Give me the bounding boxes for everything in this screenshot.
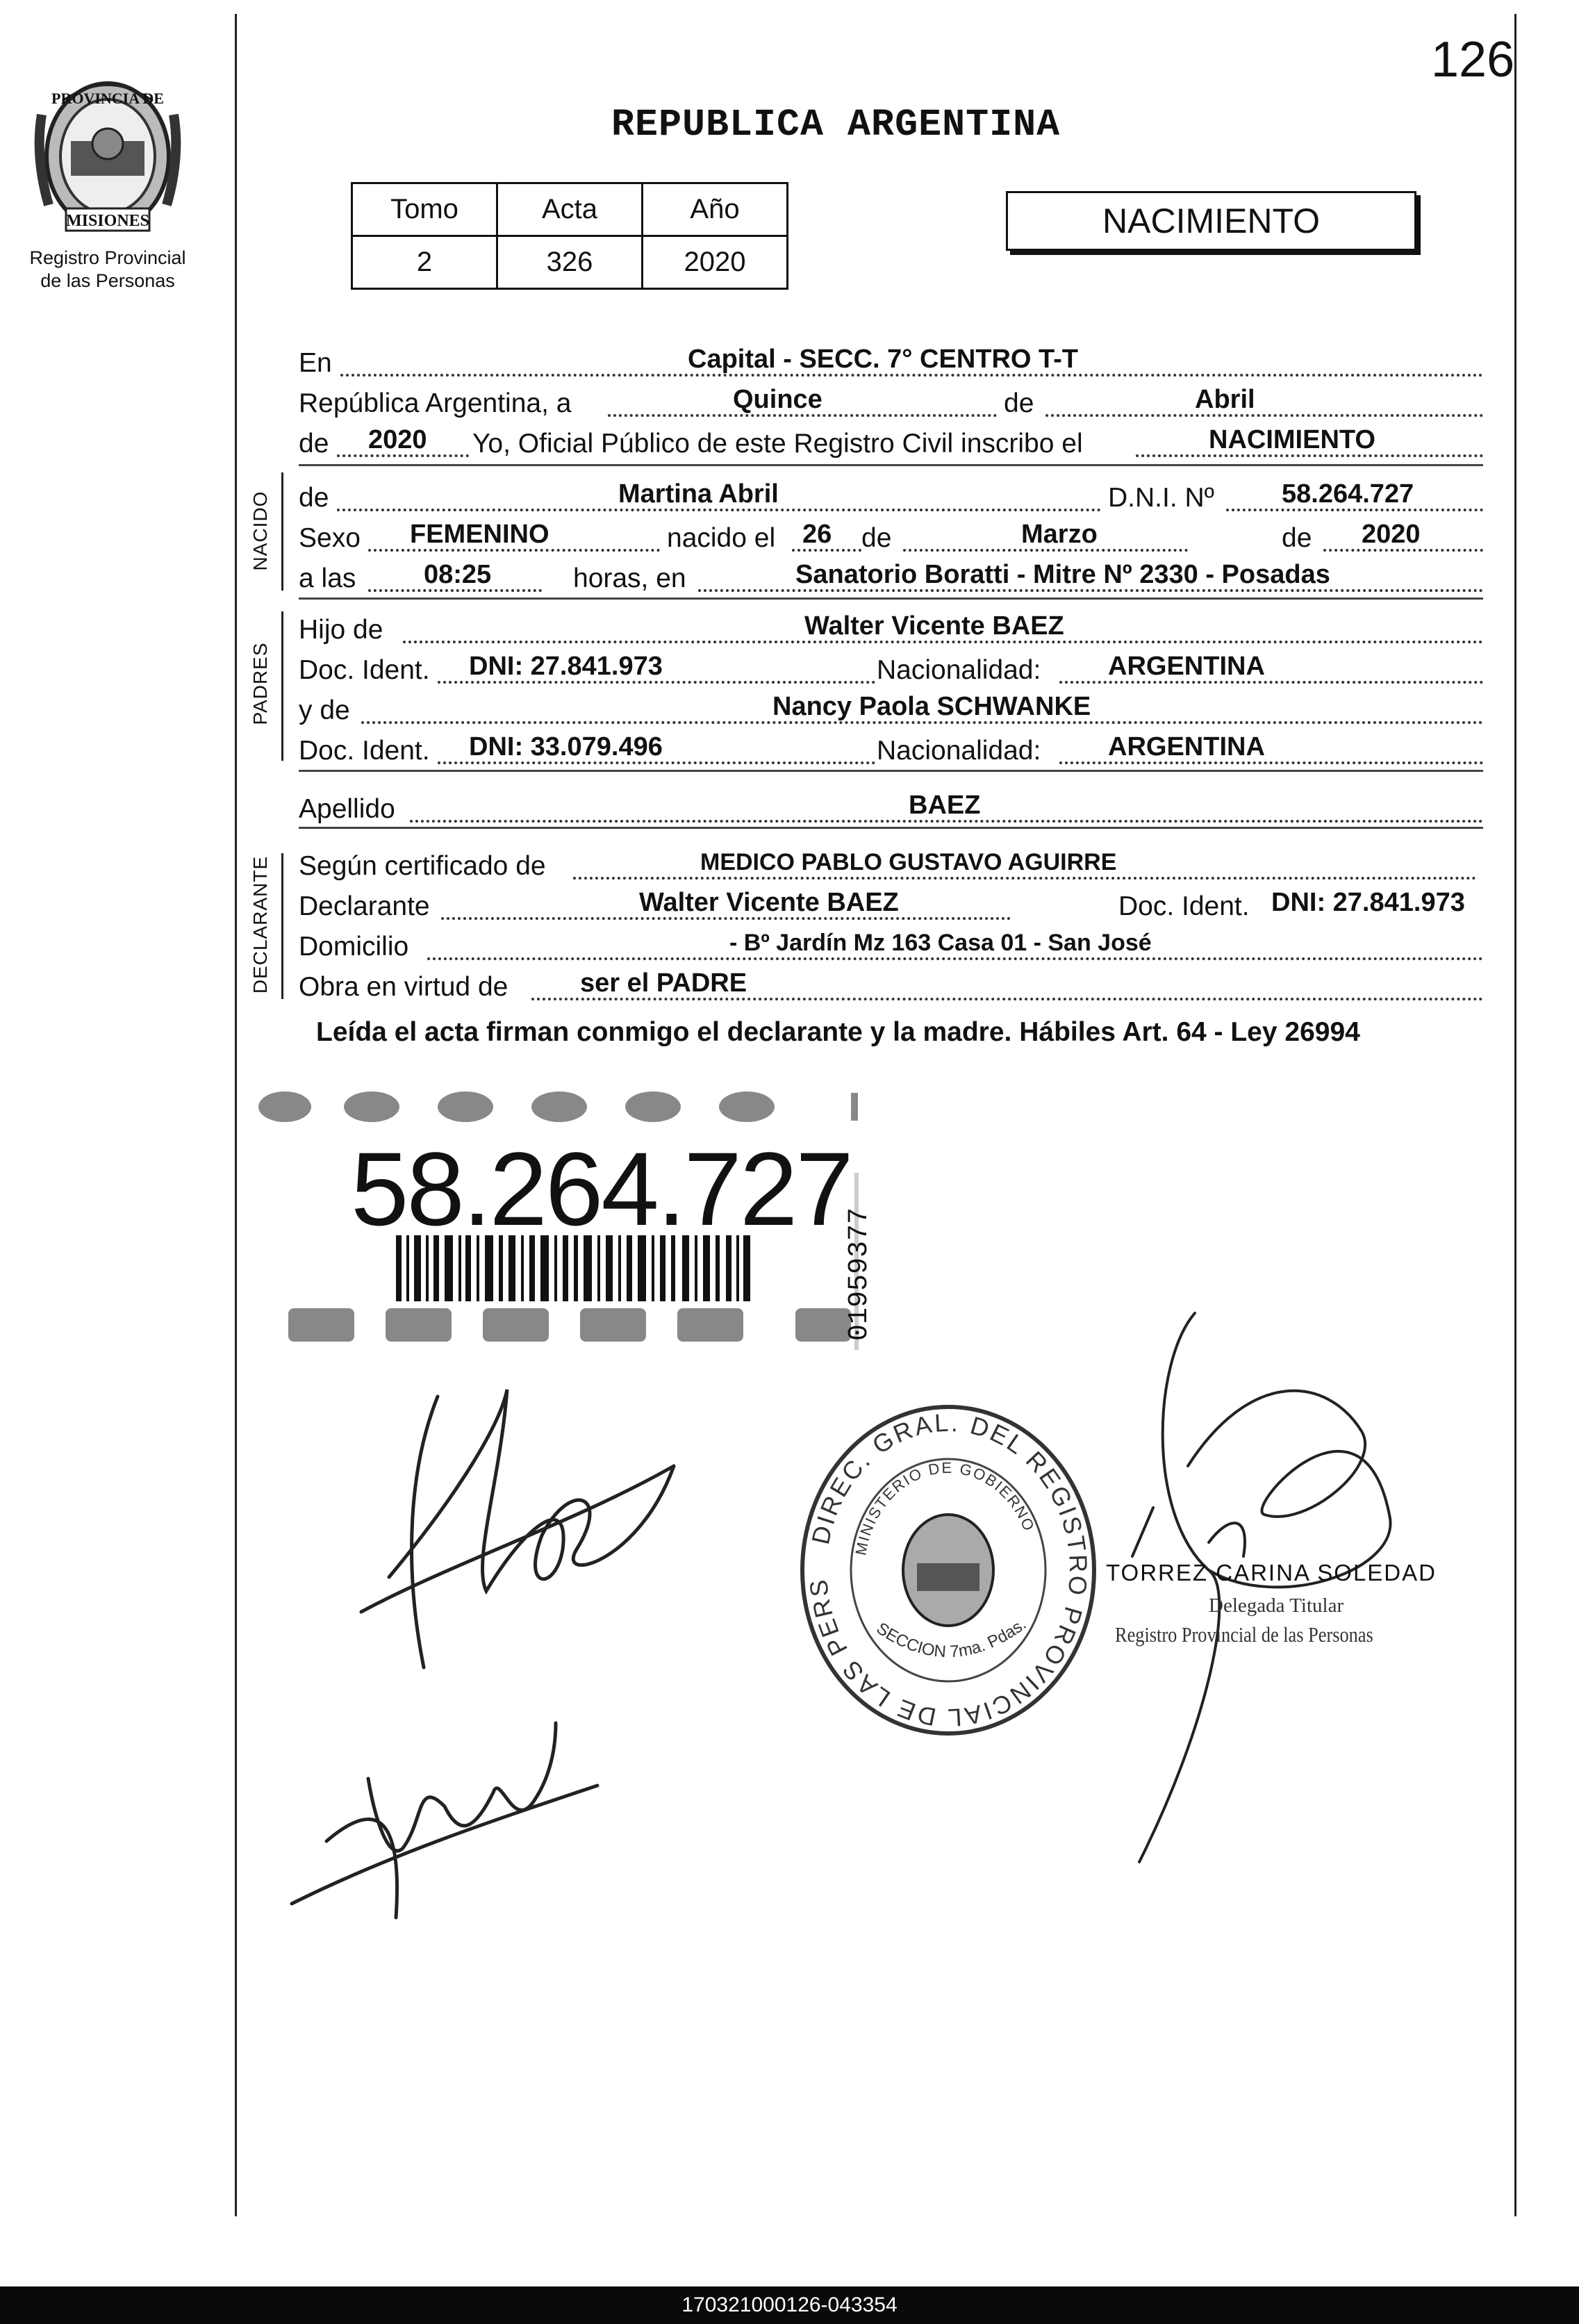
nacido-side-bar: [281, 472, 283, 591]
row-nacido-name: [299, 474, 1483, 517]
dni-tag-serial: 01959377: [844, 1207, 875, 1341]
section-rule: [299, 464, 1483, 466]
header-acta: Acta: [497, 183, 643, 236]
registry-stamp: [792, 1396, 1105, 1744]
declarante-side-bar: [281, 853, 283, 999]
page-number: 126: [1431, 32, 1515, 88]
logo-caption-line2: de las Personas: [40, 270, 175, 291]
label-certificado: Según certificado de: [299, 851, 546, 881]
padres-side-bar: [281, 611, 283, 761]
logo-caption: [7, 247, 208, 292]
official-registry: Registro Provincial de las Personas: [1115, 1622, 1373, 1647]
logo-caption-line1: Registro Provincial: [29, 247, 186, 268]
province-seal-logo: [28, 73, 188, 240]
row-father-doc: [299, 646, 1483, 689]
row-sexo: [299, 514, 1483, 557]
stamp-bottom-text: SECCION 7ma. Pdas.: [873, 1615, 1030, 1662]
label-nacido-el: nacido el: [667, 523, 776, 553]
tag-bottom-pattern: [288, 1308, 851, 1342]
value-child-dni: 58.264.727: [1282, 479, 1414, 509]
label-apellido: Apellido: [299, 794, 395, 824]
value-year: 2020: [368, 425, 427, 454]
declarant-signature: [347, 1383, 695, 1674]
row-mother-doc: [299, 727, 1483, 770]
label-domicilio: Domicilio: [299, 932, 409, 962]
value-birth-year: 2020: [1362, 520, 1421, 549]
value-acta: 326: [497, 236, 643, 289]
label-de-month: de: [861, 523, 892, 553]
section-rule: [299, 770, 1483, 772]
official-title: Delegada Titular: [1209, 1594, 1344, 1617]
value-declarante-doc: DNI: 27.841.973: [1271, 888, 1465, 917]
value-father-doc: DNI: 27.841.973: [469, 652, 663, 681]
logo-bottom-text: MISIONES: [65, 212, 150, 230]
label-en: En: [299, 348, 332, 378]
label-declarante-doc: Doc. Ident.: [1118, 891, 1250, 921]
section-label-nacido: NACIDO: [249, 491, 271, 571]
section-rule: [299, 598, 1483, 600]
record-table: [351, 182, 788, 290]
label-hijo-de: Hijo de: [299, 615, 383, 645]
row-en: [299, 339, 1483, 382]
stamp-outer-text: DIREC. GRAL. DEL REGISTRO PROVINCIAL DE LAS PERS: [803, 1408, 1093, 1733]
value-domicilio: - Bº Jardín Mz 163 Casa 01 - San José: [729, 930, 1152, 956]
label-de-year: de: [299, 429, 329, 459]
value-day: Quince: [733, 385, 822, 414]
row-mother: [299, 686, 1483, 730]
row-republica: [299, 379, 1483, 422]
value-father-nat: ARGENTINA: [1108, 652, 1265, 681]
row-declarante: [299, 882, 1483, 925]
value-obra: ser el PADRE: [580, 969, 747, 998]
section-label-padres: PADRES: [249, 642, 271, 725]
label-officer: Yo, Oficial Público de este Registro Civil inscribo el: [472, 429, 1083, 459]
row-obra: [299, 963, 1483, 1006]
value-certificado: MEDICO PABLO GUSTAVO AGUIRRE: [700, 849, 1117, 875]
label-father-doc: Doc. Ident.: [299, 655, 430, 685]
header-anio: Año: [643, 183, 788, 236]
value-mother-doc: DNI: 33.079.496: [469, 732, 663, 761]
value-place: Capital - SECC. 7° CENTRO T-T: [688, 345, 1079, 374]
right-margin-line: [1514, 14, 1516, 2216]
label-father-nat: Nacionalidad:: [877, 655, 1041, 685]
value-birth-day: 26: [802, 520, 832, 549]
value-tomo: 2: [352, 236, 497, 289]
logo-top-text: PROVINCIA DE: [51, 90, 164, 107]
label-dni: D.N.I. Nº: [1108, 483, 1214, 513]
dotted-line: [1045, 414, 1483, 417]
label-declarante: Declarante: [299, 891, 430, 921]
official-name: TORREZ CARINA SOLEDAD: [1106, 1560, 1437, 1585]
value-registered: NACIMIENTO: [1209, 425, 1375, 454]
reading-note: Leída el acta firman conmigo el declarante y la madre. Hábiles Art. 64 - Ley 26994: [316, 1017, 1360, 1047]
label-mother-nat: Nacionalidad:: [877, 736, 1041, 766]
record-table-value-row: [352, 236, 788, 289]
label-y-de: y de: [299, 695, 350, 725]
label-sexo: Sexo: [299, 523, 361, 553]
footer-code: 170321000126-043354: [0, 2286, 1579, 2324]
row-father: [299, 606, 1483, 649]
document-title: REPUBLICA ARGENTINA: [611, 103, 1061, 147]
official-signature: [1070, 1306, 1501, 1876]
row-year: [299, 420, 1483, 463]
value-declarante: Walter Vicente BAEZ: [639, 888, 899, 917]
label-de-year2: de: [1282, 523, 1312, 553]
label-mother-doc: Doc. Ident.: [299, 736, 430, 766]
value-child-name: Martina Abril: [618, 479, 779, 509]
row-apellido: [299, 785, 1483, 828]
stamp-inner-text: MINISTERIO DE GOBIERNO: [852, 1458, 1039, 1557]
value-birth-place: Sanatorio Boratti - Mitre Nº 2330 - Posadas: [795, 560, 1330, 589]
tag-top-pattern: [258, 1091, 858, 1122]
label-de-name: de: [299, 483, 329, 513]
dni-tag-number: 58.264.727: [351, 1130, 852, 1247]
label-republica: República Argentina, a: [299, 388, 572, 418]
record-type-box: NACIMIENTO: [1006, 191, 1416, 251]
header-tomo: Tomo: [352, 183, 497, 236]
value-father-name: Walter Vicente BAEZ: [804, 611, 1064, 641]
value-sexo: FEMENINO: [410, 520, 549, 549]
value-anio: 2020: [643, 236, 788, 289]
value-time: 08:25: [424, 560, 492, 589]
value-mother-nat: ARGENTINA: [1108, 732, 1265, 761]
mother-signature: [285, 1695, 632, 1925]
section-rule: [299, 827, 1483, 829]
row-time-place: [299, 554, 1483, 598]
row-domicilio: [299, 923, 1483, 966]
value-birth-month: Marzo: [1021, 520, 1098, 549]
value-apellido: BAEZ: [909, 791, 981, 820]
row-certificado: [299, 842, 1483, 885]
section-label-declarante: DECLARANTE: [249, 855, 271, 994]
label-horas-en: horas, en: [573, 563, 686, 593]
value-mother-name: Nancy Paola SCHWANKE: [772, 692, 1091, 721]
left-margin-line: [235, 14, 237, 2216]
label-obra: Obra en virtud de: [299, 972, 509, 1002]
label-de: de: [1004, 388, 1034, 418]
label-a-las: a las: [299, 563, 356, 593]
value-month: Abril: [1195, 385, 1255, 414]
record-table-header-row: [352, 183, 788, 236]
